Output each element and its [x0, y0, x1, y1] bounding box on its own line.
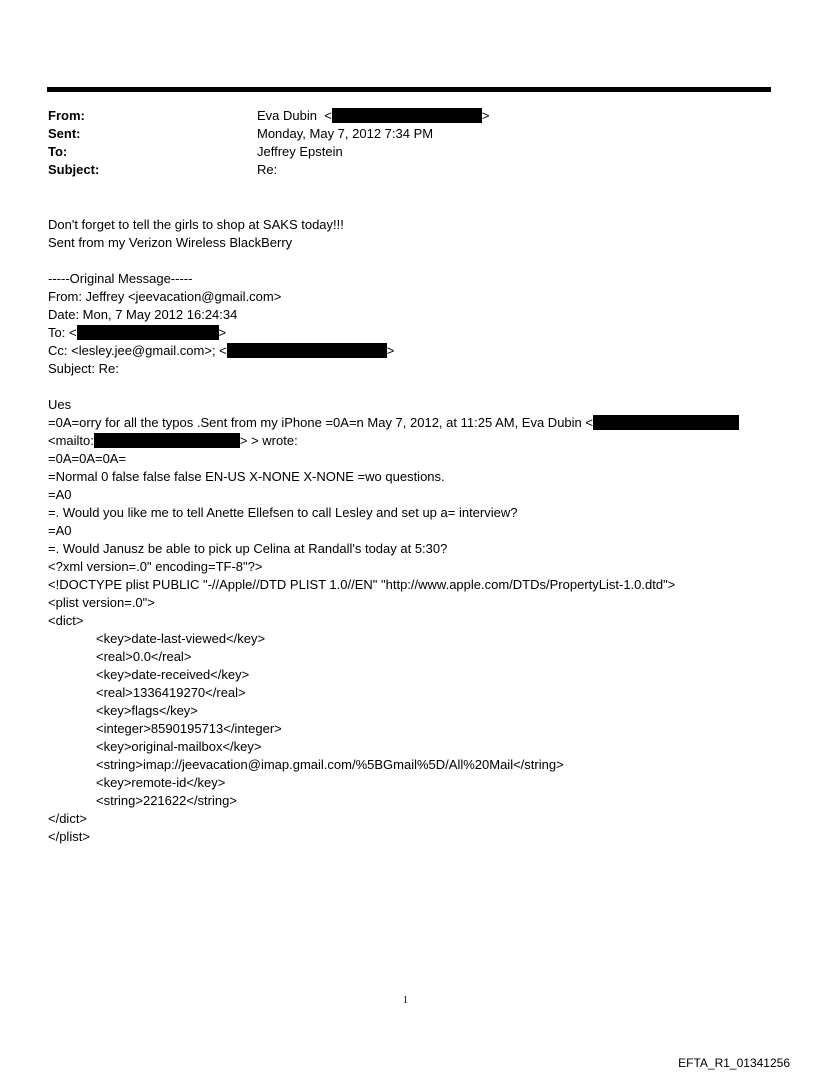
xml-line: <integer>8590195713</integer> [96, 721, 282, 736]
redaction-box [332, 108, 482, 123]
orig-to: To: < > [48, 325, 227, 340]
xml-line: <real>0.0</real> [96, 649, 192, 664]
orig-subject: Subject: Re: [48, 361, 119, 376]
orig-to-prefix: To: < [48, 325, 77, 340]
xml-line: <dict> [48, 613, 84, 628]
orig-cc-prefix: Cc: <lesley.jee@gmail.com>; < [48, 343, 227, 358]
header-rule [47, 87, 771, 92]
xml-line: <real>1336419270</real> [96, 685, 246, 700]
body-line: Don't forget to tell the girls to shop at SAKS today!!! [48, 217, 344, 232]
body-line [48, 414, 773, 432]
to-label: To: [48, 144, 68, 159]
body-line [48, 432, 773, 450]
xml-line: <key>date-last-viewed</key> [96, 631, 266, 646]
page-number: 1 [403, 995, 408, 1006]
xml-line: <plist version=.0"> [48, 595, 155, 610]
to-value: Jeffrey Epstein [257, 144, 343, 159]
email-body [48, 216, 773, 846]
body-line: =. Would you like me to tell Anette Ellefsen to call Lesley and set up a= interview? [48, 505, 518, 520]
typos-text: =0A=orry for all the typos .Sent from my iPhone =0A=n May 7, 2012, at 11:25 AM, Eva Dubin < [48, 415, 593, 430]
xml-line: <key>flags</key> [96, 703, 198, 718]
subject-value: Re: [257, 162, 278, 177]
xml-line: </dict> [48, 811, 88, 826]
document-id: EFTA_R1_01341256 [678, 1056, 790, 1070]
orig-from: From: Jeffrey <jeevacation@gmail.com> [48, 289, 282, 304]
orig-date: Date: Mon, 7 May 2012 16:24:34 [48, 307, 238, 322]
body-line: =Normal 0 false false false EN-US X-NONE X-NONE =wo questions. [48, 469, 445, 484]
xml-line: <string>imap://jeevacation@imap.gmail.com/%5BGmail%5D/All%20Mail</string> [96, 757, 564, 772]
mailto-prefix: <mailto: [48, 433, 94, 448]
from-value: Eva Dubin < > [257, 108, 490, 123]
body-line: =A0 [48, 487, 72, 502]
body-line: =A0 [48, 523, 72, 538]
body-line: Ues [48, 397, 72, 412]
body-line: =. Would Janusz be able to pick up Celina at Randall's today at 5:30? [48, 541, 448, 556]
xml-line: <string>221622</string> [96, 793, 237, 808]
header-sent-row [48, 125, 434, 143]
redaction-box [227, 343, 387, 358]
body-line: =0A=0A=0A= [48, 451, 127, 466]
xml-line: <key>remote-id</key> [96, 775, 226, 790]
redaction-box [94, 433, 240, 448]
xml-line: <key>original-mailbox</key> [96, 739, 262, 754]
xml-line: </plist> [48, 829, 90, 844]
from-name: Eva Dubin [257, 108, 317, 123]
orig-cc: Cc: <lesley.jee@gmail.com>; < > [48, 343, 395, 358]
body-line: Sent from my Verizon Wireless BlackBerry [48, 235, 293, 250]
xml-line: <key>date-received</key> [96, 667, 250, 682]
xml-line: <!DOCTYPE plist PUBLIC "-//Apple//DTD PLIST 1.0//EN" "http://www.apple.com/DTDs/PropertyList-1.0.dtd"> [48, 577, 676, 592]
mailto-suffix: > > wrote: [239, 433, 298, 448]
header-to-row [48, 143, 343, 161]
sent-value: Monday, May 7, 2012 7:34 PM [257, 126, 434, 141]
subject-label: Subject: [48, 162, 100, 177]
header-subject-row [48, 161, 278, 179]
header-from-row [48, 107, 490, 125]
sent-label: Sent: [48, 126, 81, 141]
redaction-box [77, 325, 219, 340]
redaction-box [593, 415, 739, 430]
from-label: From: [48, 108, 85, 123]
xml-line: <?xml version=.0" encoding=TF-8"?> [48, 559, 263, 574]
original-message-marker: -----Original Message----- [48, 271, 193, 286]
